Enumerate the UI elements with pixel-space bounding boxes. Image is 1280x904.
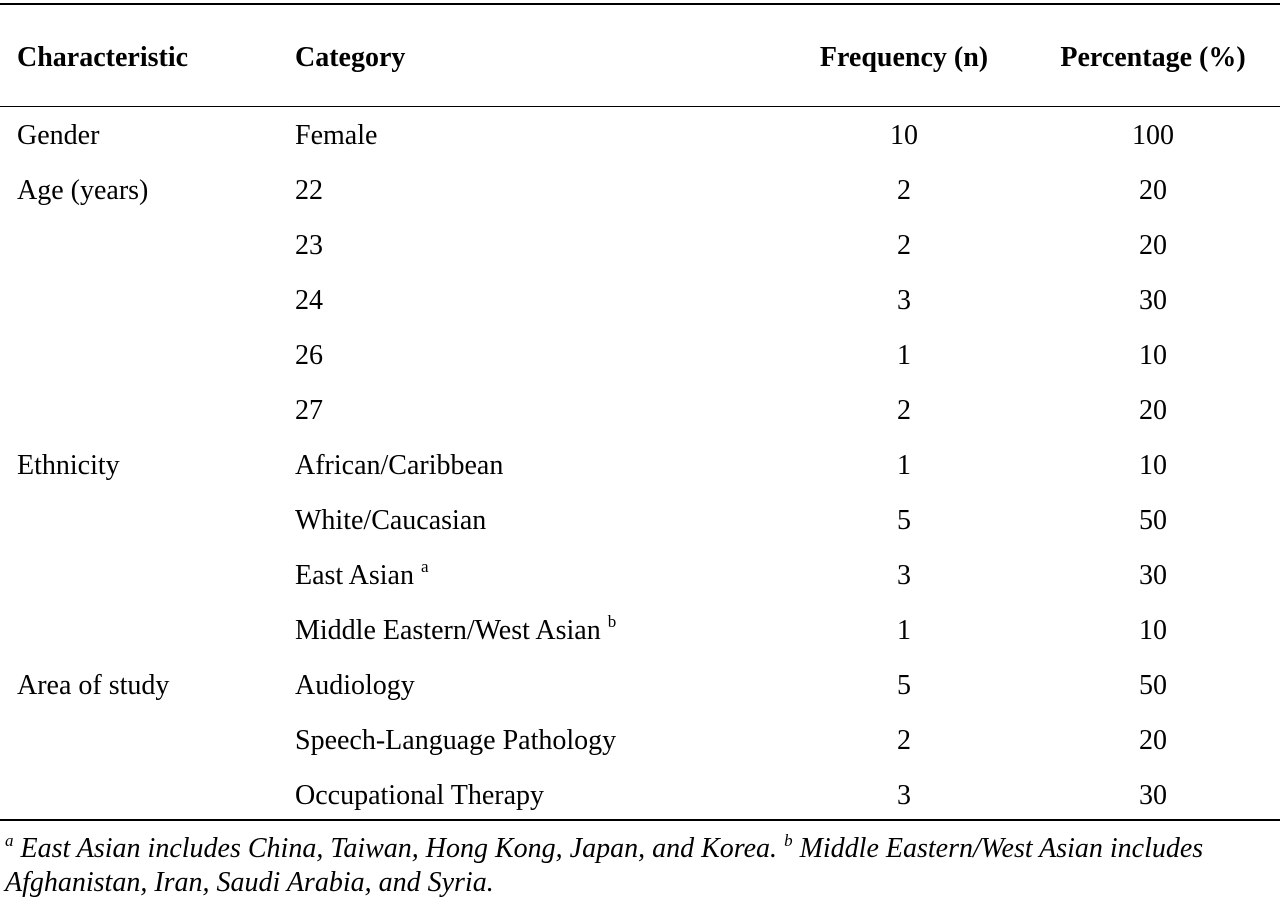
category-text: Speech-Language Pathology xyxy=(295,725,617,756)
header-category: Category xyxy=(295,42,406,73)
category-text: East Asian xyxy=(295,560,414,591)
table-row xyxy=(0,336,1280,391)
cell-characteristic: Age (years) xyxy=(17,175,149,206)
table-footnote xyxy=(5,832,1205,900)
table-row xyxy=(0,226,1280,281)
footnote-marker: b xyxy=(607,612,617,631)
table-row xyxy=(0,501,1280,556)
cell-frequency: 2 xyxy=(897,725,911,756)
cell-category xyxy=(295,281,323,321)
category-text: Audiology xyxy=(295,670,415,701)
category-text: 27 xyxy=(295,395,323,426)
cell-category xyxy=(295,391,323,431)
table-row xyxy=(0,666,1280,721)
table-body xyxy=(0,116,1280,831)
cell-percentage: 20 xyxy=(1139,395,1167,426)
cell-percentage: 10 xyxy=(1139,615,1167,646)
cell-category xyxy=(295,226,323,266)
cell-category xyxy=(295,611,616,651)
cell-frequency: 3 xyxy=(897,560,911,591)
footnote-marker-b: b xyxy=(784,831,793,850)
cell-percentage: 50 xyxy=(1139,505,1167,536)
cell-frequency: 3 xyxy=(897,285,911,316)
category-text: Occupational Therapy xyxy=(295,780,545,811)
cell-category xyxy=(295,666,415,706)
table-top-rule xyxy=(0,3,1280,5)
cell-category xyxy=(295,171,323,211)
cell-category xyxy=(295,336,323,376)
footnote-b-text: Middle Eastern/West Asian includes Afghanistan, Iran, Saudi Arabia, and Syria. xyxy=(5,833,1204,898)
cell-frequency: 1 xyxy=(897,340,911,371)
cell-percentage: 20 xyxy=(1139,230,1167,261)
table-row xyxy=(0,281,1280,336)
category-text: Middle Eastern/West Asian xyxy=(295,615,601,646)
category-text: 26 xyxy=(295,340,323,371)
table-bottom-rule xyxy=(0,819,1280,821)
header-percentage: Percentage (%) xyxy=(1060,42,1246,73)
cell-frequency: 2 xyxy=(897,395,911,426)
table-row xyxy=(0,171,1280,226)
category-text: 24 xyxy=(295,285,323,316)
cell-frequency: 5 xyxy=(897,670,911,701)
header-characteristic: Characteristic xyxy=(17,42,189,73)
table-row xyxy=(0,446,1280,501)
cell-frequency: 2 xyxy=(897,230,911,261)
table-header-row xyxy=(0,38,1280,78)
table-header-rule xyxy=(0,106,1280,107)
cell-percentage: 20 xyxy=(1139,725,1167,756)
cell-percentage: 10 xyxy=(1139,340,1167,371)
table-row xyxy=(0,391,1280,446)
cell-characteristic: Area of study xyxy=(17,670,170,701)
cell-frequency: 3 xyxy=(897,780,911,811)
cell-category xyxy=(295,721,616,761)
cell-frequency: 10 xyxy=(890,120,918,151)
cell-percentage: 30 xyxy=(1139,285,1167,316)
cell-percentage: 30 xyxy=(1139,780,1167,811)
cell-percentage: 50 xyxy=(1139,670,1167,701)
cell-percentage: 10 xyxy=(1139,450,1167,481)
cell-frequency: 5 xyxy=(897,505,911,536)
table-row xyxy=(0,116,1280,171)
cell-characteristic: Ethnicity xyxy=(17,450,120,481)
cell-category xyxy=(295,446,503,486)
cell-frequency: 1 xyxy=(897,450,911,481)
table-row xyxy=(0,556,1280,611)
table-row xyxy=(0,611,1280,666)
cell-percentage: 30 xyxy=(1139,560,1167,591)
category-text: 22 xyxy=(295,175,323,206)
cell-category xyxy=(295,501,486,541)
table-row xyxy=(0,721,1280,776)
table-row xyxy=(0,776,1280,831)
category-text: African/Caribbean xyxy=(295,450,504,481)
cell-percentage: 20 xyxy=(1139,175,1167,206)
cell-frequency: 1 xyxy=(897,615,911,646)
cell-category xyxy=(295,776,544,816)
cell-category xyxy=(295,116,377,156)
cell-frequency: 2 xyxy=(897,175,911,206)
footnote-a-text: East Asian includes China, Taiwan, Hong Kong, Japan, and Korea. xyxy=(13,833,785,864)
cell-category xyxy=(295,556,429,596)
cell-percentage: 100 xyxy=(1132,120,1174,151)
category-text: 23 xyxy=(295,230,323,261)
header-frequency: Frequency (n) xyxy=(819,42,989,73)
cell-characteristic: Gender xyxy=(17,120,100,151)
category-text: Female xyxy=(295,120,378,151)
footnote-marker-a: a xyxy=(5,831,14,850)
footnote-marker: a xyxy=(421,557,429,576)
category-text: White/Caucasian xyxy=(295,505,487,536)
